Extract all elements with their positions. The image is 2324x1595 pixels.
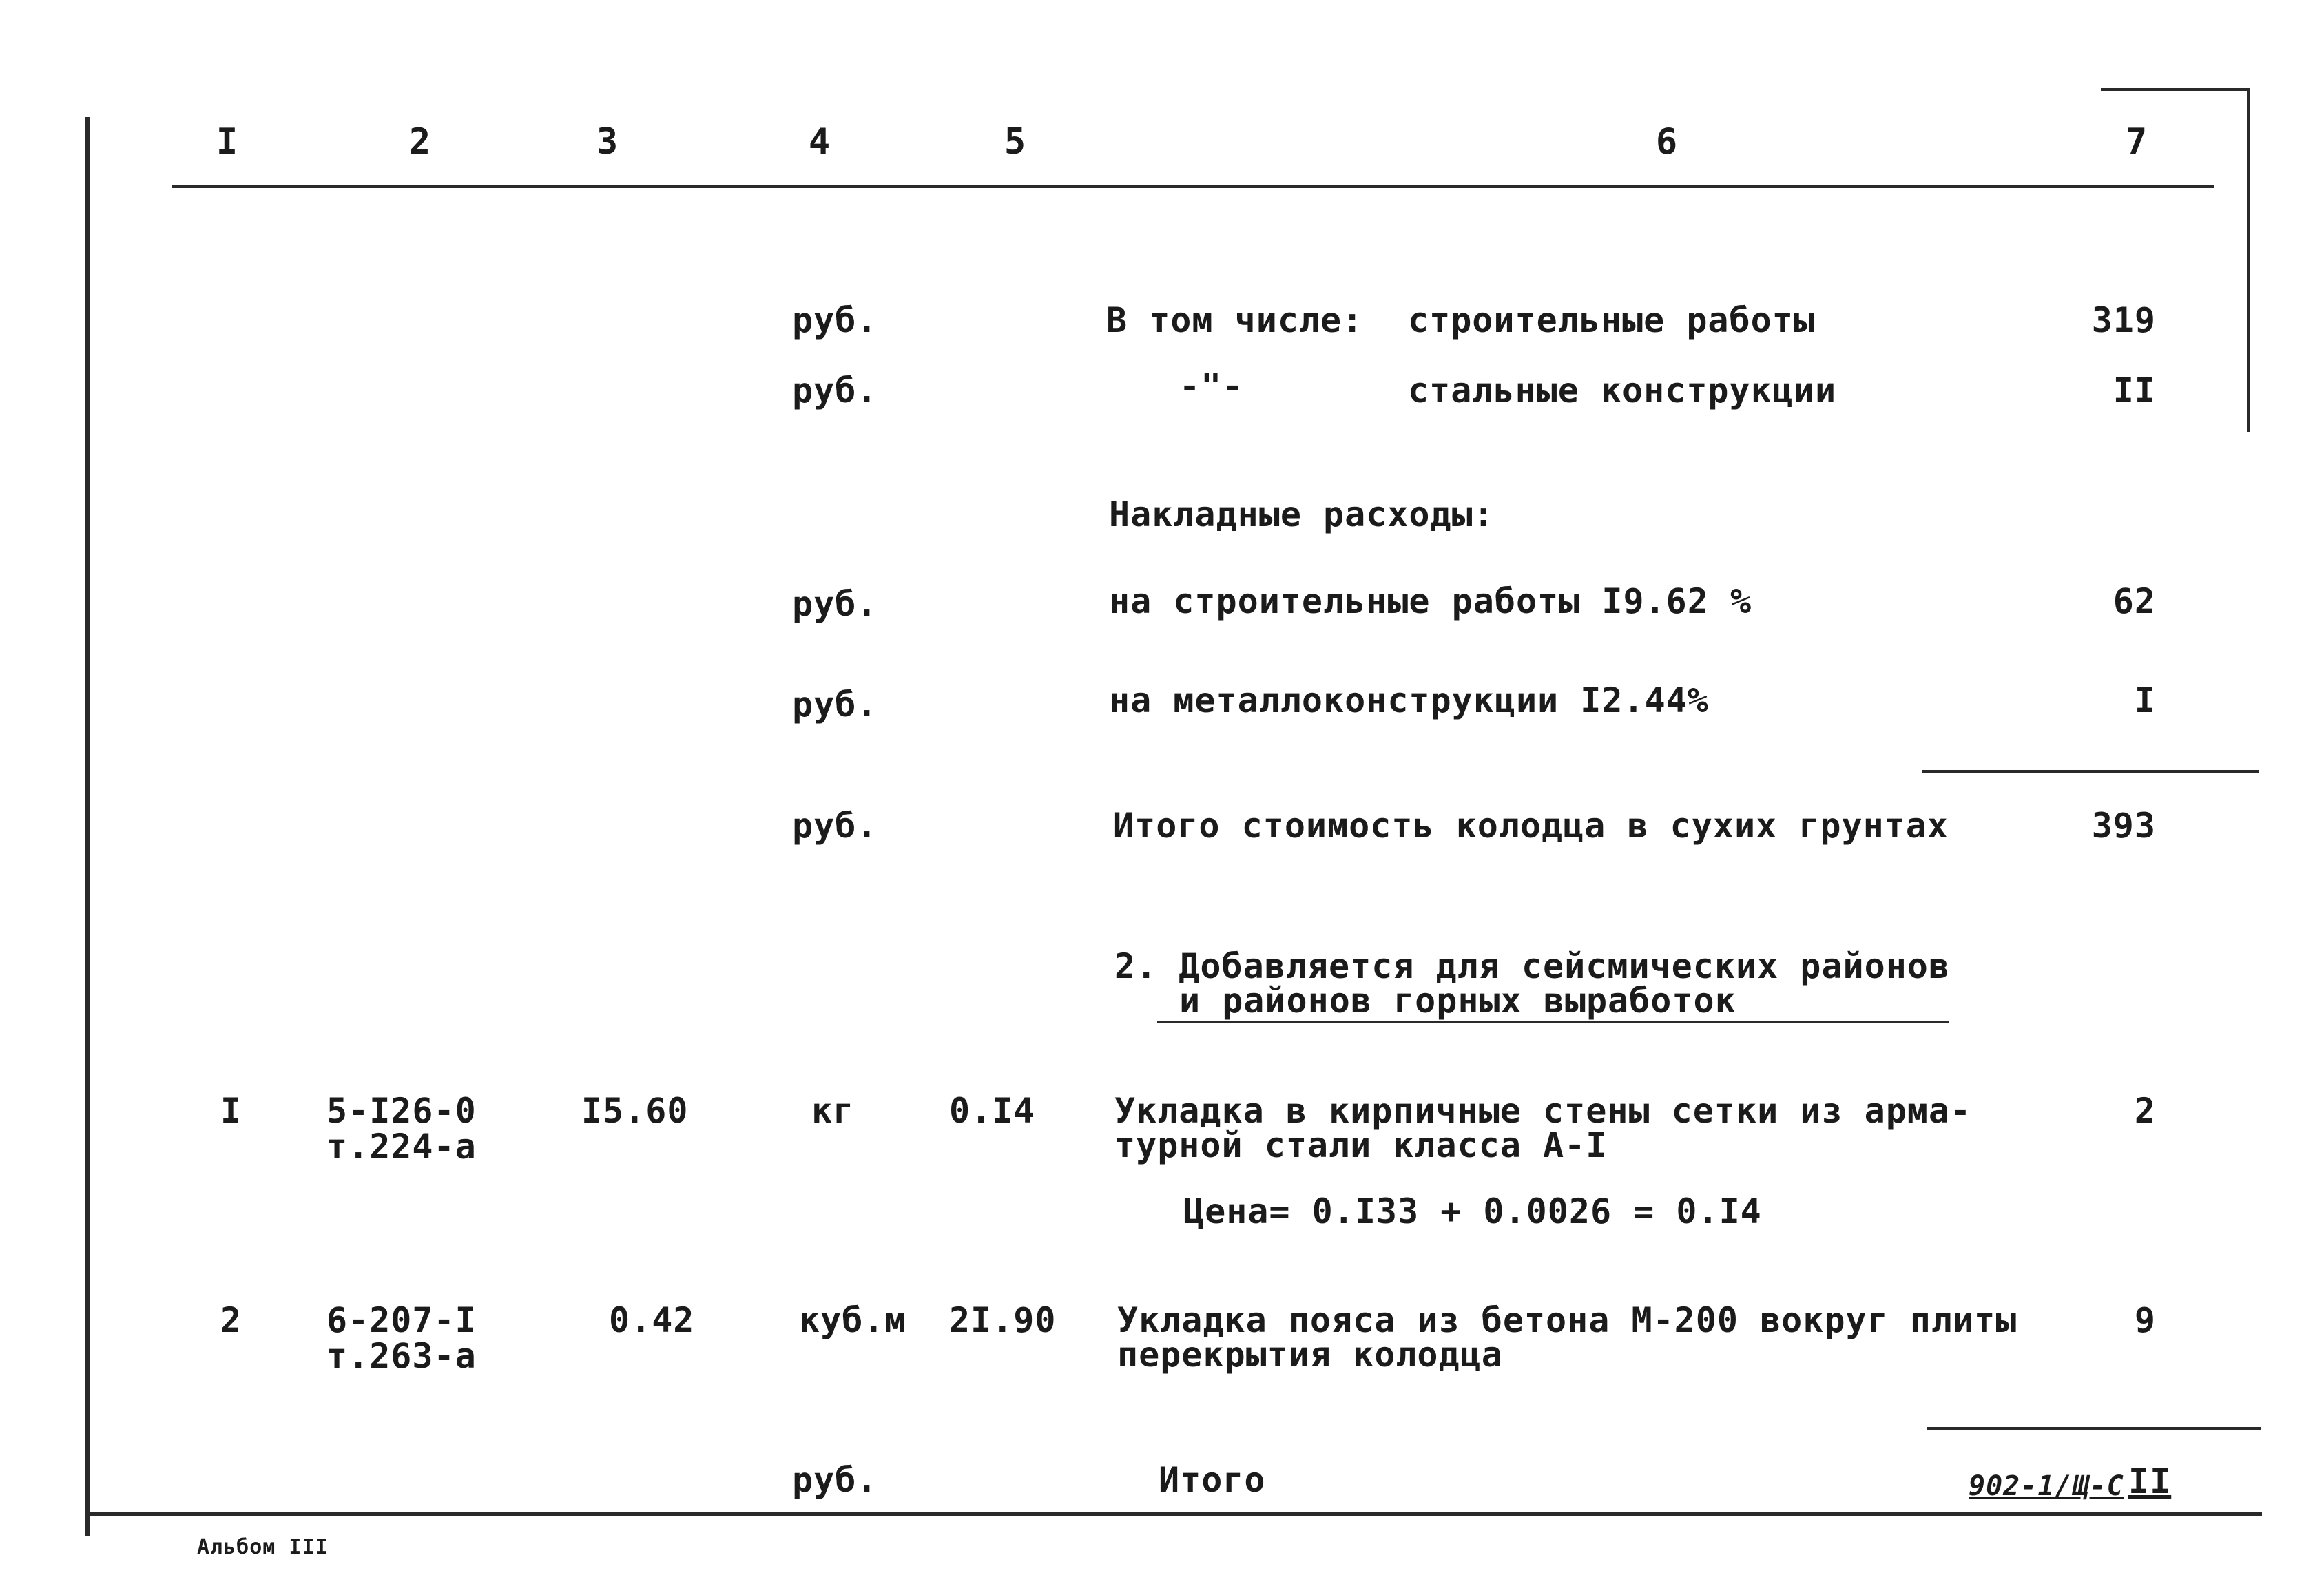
column-header-5: 5 <box>1004 121 1027 163</box>
item-2-unit: куб.м <box>799 1300 906 1340</box>
total-dry-unit: руб. <box>792 806 878 846</box>
column-header-6: 6 <box>1655 121 1679 163</box>
item-2-qty: 0.42 <box>609 1300 695 1340</box>
item-1-qty: I5.60 <box>581 1091 689 1131</box>
section-2-underline <box>1157 1021 1949 1023</box>
item-1-code-line2: т.224-а <box>326 1127 477 1167</box>
item-1-unit: кг <box>811 1091 855 1131</box>
document-code-stamp: 902-1/Щ-С <box>1969 1470 2124 1502</box>
overhead-heading: Накладные расходы: <box>1109 494 1495 534</box>
summary-row-2-label: -"- <box>1179 366 1244 406</box>
summary-row-2-unit: руб. <box>792 371 878 410</box>
item-1-number: I <box>220 1091 242 1131</box>
column-header-1: I <box>216 121 239 163</box>
overhead-row-1-unit: руб. <box>792 584 878 624</box>
summary-row-2-desc: стальные конструкции <box>1408 371 1837 410</box>
overhead-row-2-desc: на металлоконструкции I2.44% <box>1109 680 1709 720</box>
item-2-price: 2I.90 <box>949 1300 1057 1340</box>
section-2-heading-line2: и районов горных выработок <box>1179 981 1736 1021</box>
total-dry-desc: Итого стоимость колодца в сухих грунтах <box>1113 806 1949 846</box>
item-1-note: Цена= 0.I33 + 0.0026 = 0.I4 <box>1183 1191 1762 1231</box>
final-total-unit: руб. <box>792 1460 878 1500</box>
top-right-border-line <box>2101 88 2250 91</box>
item-1-code-line1: 5-I26-0 <box>326 1091 477 1131</box>
column-header-2: 2 <box>408 121 432 163</box>
header-rule <box>172 185 2214 188</box>
sheet-number: II <box>2128 1461 2172 1501</box>
summary-row-1-label: В том числе: <box>1106 300 1364 340</box>
overhead-row-2-unit: руб. <box>792 685 878 724</box>
final-total-label: Итого <box>1159 1460 1266 1500</box>
subtotal-rule <box>1922 770 2259 773</box>
bottom-border-line <box>85 1512 2262 1516</box>
summary-row-2-value: II <box>2113 371 2156 410</box>
section-2-heading-line1: 2. Добавляется для сейсмических районов <box>1114 946 1950 986</box>
item-2-desc-line2: перекрытия колодца <box>1117 1335 1503 1375</box>
overhead-row-1-desc: на строительные работы I9.62 % <box>1109 581 1752 621</box>
item-2-value: 9 <box>2134 1300 2156 1340</box>
column-header-4: 4 <box>808 121 831 163</box>
final-total-rule <box>1927 1427 2261 1430</box>
item-1-desc-line2: турной стали класса А-I <box>1114 1125 1608 1165</box>
summary-row-1-value: 319 <box>2091 300 2156 340</box>
item-2-code-line2: т.263-а <box>326 1336 477 1376</box>
item-2-desc-line1: Укладка пояса из бетона М-200 вокруг плиты <box>1117 1300 2017 1340</box>
footer-album-label: Альбом III <box>197 1535 329 1559</box>
column-header-3: 3 <box>596 121 619 163</box>
summary-row-1-desc: строительные работы <box>1408 300 1815 340</box>
overhead-row-1-value: 62 <box>2113 581 2156 621</box>
item-2-code-line1: 6-207-I <box>326 1300 477 1340</box>
overhead-row-2-value: I <box>2134 680 2156 720</box>
item-1-desc-line1: Укладка в кирпичные стены сетки из арма- <box>1114 1091 1972 1131</box>
summary-row-1-unit: руб. <box>792 300 878 340</box>
item-1-price: 0.I4 <box>949 1091 1035 1131</box>
left-border-line <box>85 117 90 1536</box>
item-1-value: 2 <box>2134 1091 2156 1131</box>
total-dry-value: 393 <box>2091 806 2156 846</box>
column-header-7: 7 <box>2125 121 2148 163</box>
right-border-line <box>2247 88 2250 432</box>
item-2-number: 2 <box>220 1300 242 1340</box>
